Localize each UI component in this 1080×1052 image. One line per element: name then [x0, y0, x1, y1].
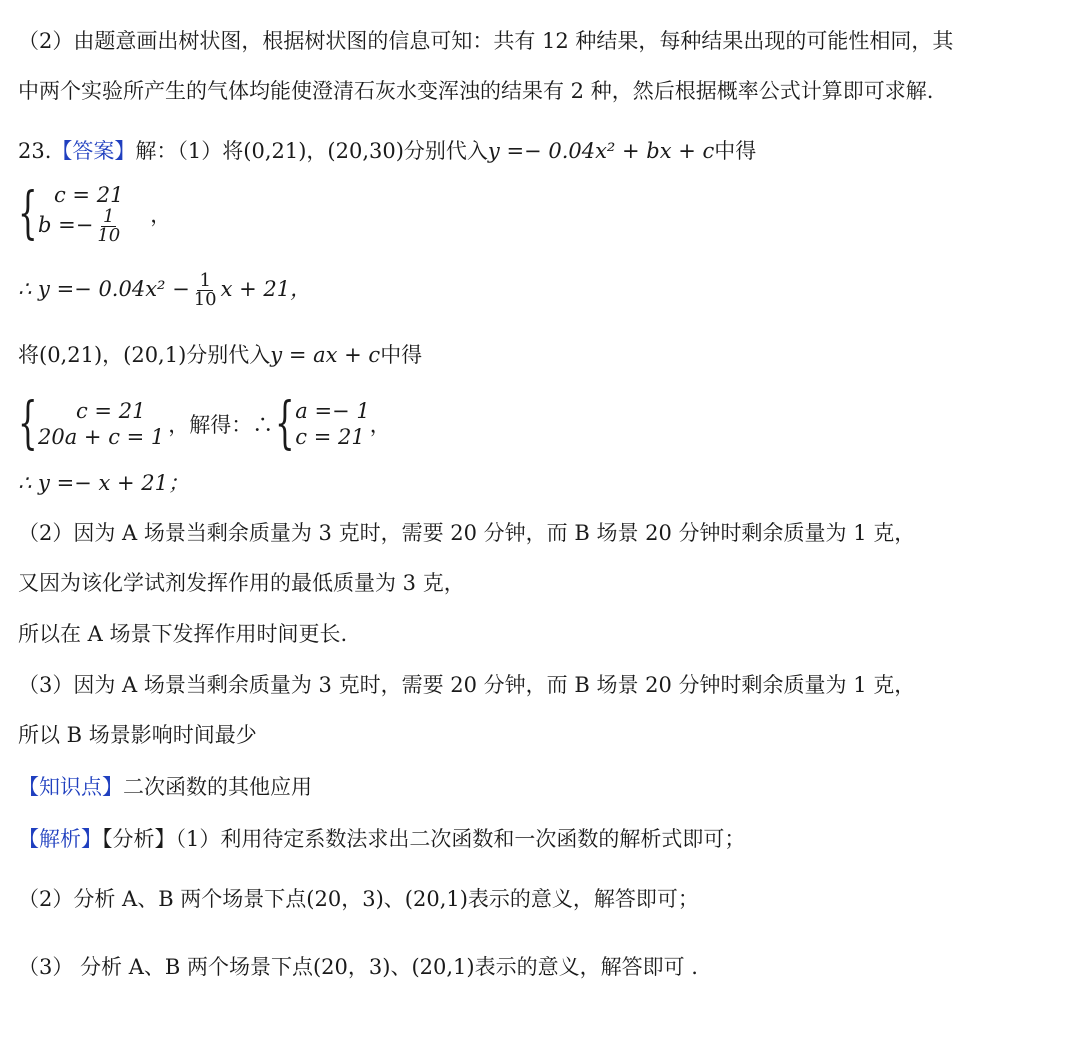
question-23-header — [18, 136, 756, 166]
text-line: 中两个实验所产生的气体均能使澄清石灰水变浑浊的结果有 2 种，然后根据概率公式计算即可求解. — [18, 79, 934, 103]
text-line: 所以在 A 场景下发挥作用时间更长. — [18, 622, 348, 646]
system-row: b =− $\frac{1}{10}$ — [38, 206, 121, 246]
system-row: a =− 1 — [295, 399, 370, 423]
zhongde-text: 中得 — [714, 139, 757, 163]
equation-system-1: { c = 21 b =− $\frac{1}{10}$ ， — [18, 180, 172, 246]
linear-intro: 将(0,21)，(20,1)分别代入y = ax + c中得 — [18, 343, 423, 367]
text-line: （3） 分析 A、B 两个场景下点(20，3)、(20,1)表示的意义，解答即可 . — [18, 955, 698, 979]
result-linear: ∴ y =− x + 21； — [18, 471, 189, 495]
system-row: c = 21 — [295, 425, 365, 449]
text-line: （2）因为 A 场景当剩余质量为 3 克时，需要 20 分钟，而 B 场景 20 分钟时剩余质量为 1 克， — [18, 521, 916, 545]
jiede-text: ，解得：∴ — [168, 413, 274, 437]
text-line: 所以 B 场景影响时间最少 — [18, 723, 257, 747]
system-row: c = 21 — [76, 399, 146, 423]
result-quadratic: ∴ y =− 0.04x² − $\frac{1}{10}$ x + 21， — [18, 270, 312, 310]
system-row: c = 21 — [54, 183, 124, 207]
fraction: $\frac{1}{10}$ — [97, 206, 121, 246]
quadratic-equation: y =− 0.04x² + bx + c — [487, 139, 715, 163]
text-line: （2）由题意画出树状图，根据树状图的信息可知：共有 12 种结果，每种结果出现的可能性相同，其 — [18, 29, 954, 53]
analysis-line: 【解析】【分析】（1）利用待定系数法求出二次函数和一次函数的解析式即可； — [18, 827, 746, 851]
knowledge-point: 【知识点】二次函数的其他应用 — [18, 775, 312, 799]
system-row: 20a + c = 1 — [38, 425, 165, 449]
analysis-tag: 【解析】 — [18, 827, 102, 851]
question-number: 23. — [18, 139, 52, 163]
text-line: （2）分析 A、B 两个场景下点(20，3)、(20,1)表示的意义，解答即可； — [18, 887, 699, 911]
answer-tag: 【答案】 — [51, 139, 136, 163]
linear-equation: y = ax + c — [270, 343, 381, 367]
equation-system-2: { c = 21 20a + c = 1 ，解得：∴ { a =− 1 c = 21 ， — [18, 391, 391, 456]
fraction: $\frac{1}{10}$ — [193, 270, 217, 310]
text-line: 又因为该化学试剂发挥作用的最低质量为 3 克， — [18, 571, 465, 595]
intro-text: 解：（1）将(0,21)，(20,30)分别代入 — [135, 139, 488, 163]
text-line: （3）因为 A 场景当剩余质量为 3 克时，需要 20 分钟，而 B 场景 20 分钟时剩余质量为 1 克， — [18, 673, 916, 697]
knowledge-tag: 【知识点】 — [18, 775, 123, 799]
